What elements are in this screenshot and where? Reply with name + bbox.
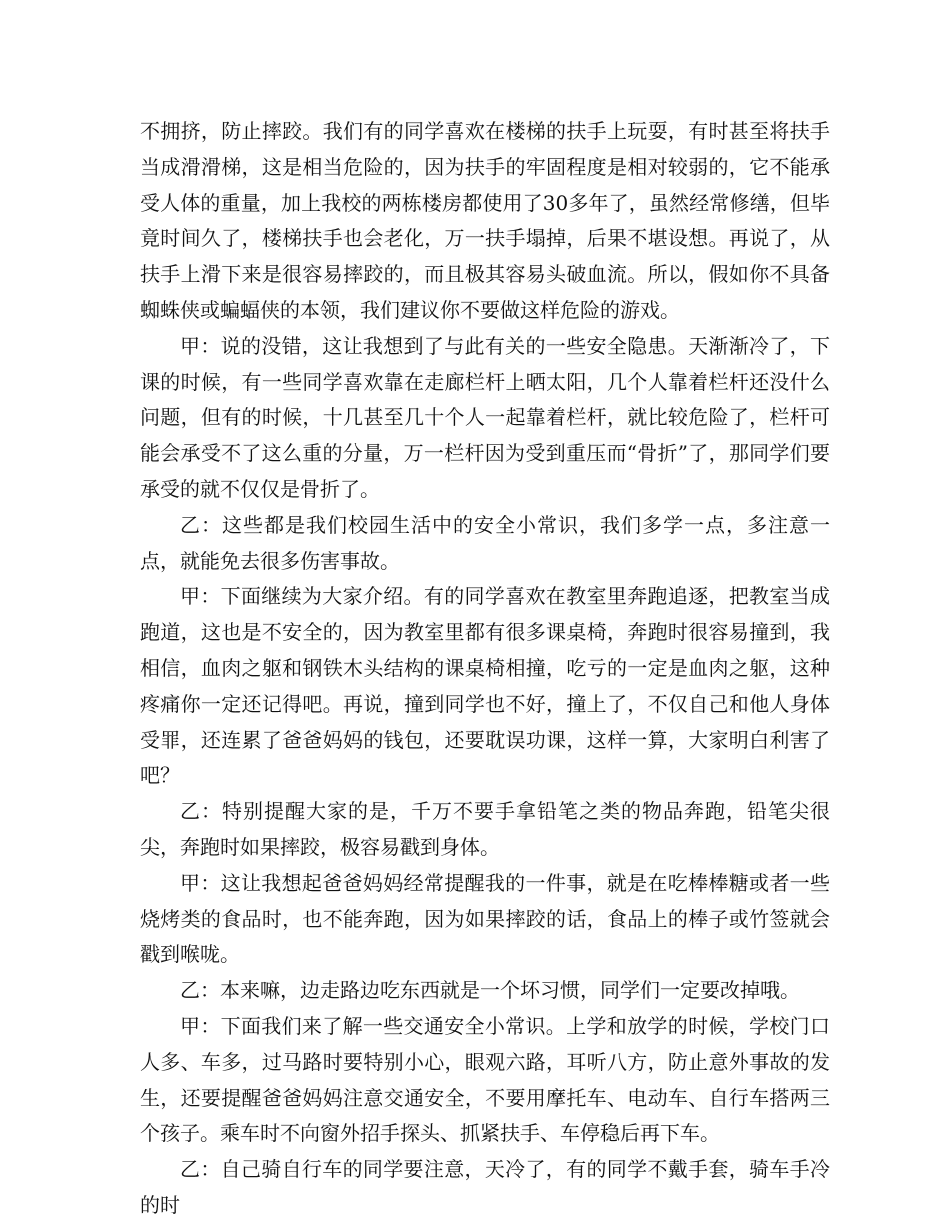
paragraph-yi-safety-tips: 乙：这些都是我们校园生活中的安全小常识，我们多学一点，多注意一点，就能免去很多伤害事故。: [140, 512, 830, 573]
paragraph-jia-railing: 甲：说的没错，这让我想到了与此有关的一些安全隐患。天渐渐冷了，下课的时候，有一些同学喜欢靠在走廊栏杆上晒太阳，几个人靠着栏杆还没什么问题，但有的时候，十几甚至几十个人一起靠着栏杆，就比较危险了，栏杆可能会承受不了这么重的分量，万一栏杆因为受到重压而“骨折”了，那同学们要承受的就不仅仅是骨折了。: [140, 333, 830, 501]
paragraph-yi-bad-habit: 乙：本来嘛，边走路边吃东西就是一个坏习惯，同学们一定要改掉哦。: [180, 978, 800, 1003]
document-body: [140, 114, 830, 1224]
paragraph-jia-classroom-running: 甲：下面继续为大家介绍。有的同学喜欢在教室里奔跑追逐，把教室当成跑道，这也是不安全的，因为教室里都有很多课桌椅，奔跑时很容易撞到，我相信，血肉之躯和钢铁木头结构的课桌椅相撞，吃亏的一定是血肉之躯，这种疼痛你一定还记得吧。再说，撞到同学也不好，撞上了，不仅自己和他人身体受罪，还连累了爸爸妈妈的钱包，还要耽误功课，这样一算，大家明白利害了吧？: [140, 584, 830, 788]
paragraph-continuation: 不拥挤，防止摔跤。我们有的同学喜欢在楼梯的扶手上玩耍，有时甚至将扶手当成滑滑梯，这是相当危险的，因为扶手的牢固程度是相对较弱的，它不能承受人体的重量，加上我校的两栋楼房都使用了30多年了，虽然经常修缮，但毕竟时间久了，楼梯扶手也会老化，万一扶手塌掉，后果不堪设想。再说了，从扶手上滑下来是很容易摔跤的，而且极其容易头破血流。所以，假如你不具备蜘蛛侠或蝙蝠侠的本领，我们建议你不要做这样危险的游戏。: [140, 119, 830, 322]
paragraph-jia-traffic-safety: 甲：下面我们来了解一些交通安全小常识。上学和放学的时候，学校门口人多、车多，过马路时要特别小心，眼观六路，耳听八方，防止意外事故的发生，还要提醒爸爸妈妈注意交通安全，不要用摩托车、电动车、自行车搭两三个孩子。乘车时不向窗外招手探头、抓紧扶手、车停稳后再下车。: [140, 1013, 830, 1146]
paragraph-yi-pencil-warning: 乙：特别提醒大家的是，千万不要手拿铅笔之类的物品奔跑，铅笔尖很尖，奔跑时如果摔跤，极容易戳到身体。: [140, 799, 830, 859]
paragraph-yi-bicycle: 乙：自己骑自行车的同学要注意，天冷了，有的同学不戴手套，骑车手冷的时: [140, 1157, 830, 1217]
paragraph-jia-food-sticks: 甲：这让我想起爸爸妈妈经常提醒我的一件事，就是在吃棒棒糖或者一些烧烤类的食品时，也不能奔跑，因为如果摔跤的话，食品上的棒子或竹签就会戳到喉咙。: [140, 870, 830, 967]
